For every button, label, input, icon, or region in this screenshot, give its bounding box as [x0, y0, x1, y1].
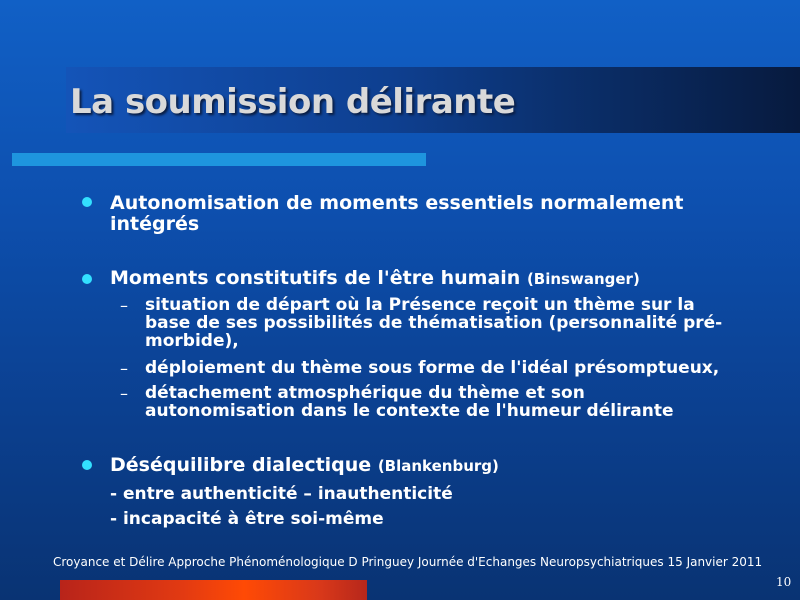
bullet-3-line-b: - incapacité à être soi-même — [110, 509, 384, 529]
bullet-2 — [110, 268, 640, 290]
bottom-accent-bar — [60, 580, 367, 600]
subitem-3-line-2: autonomisation dans le contexte de l'humeur délirante — [145, 401, 674, 421]
sub-dash: – — [120, 384, 128, 403]
slide-title: La soumission délirante — [70, 82, 516, 122]
subitem-1 — [145, 296, 722, 350]
subitem-3 — [145, 384, 674, 420]
subitem-2-line-1: déploiement du thème sous forme de l'idéal présomptueux, — [145, 358, 720, 378]
bullet-dot-icon — [82, 197, 92, 207]
subitem-1-line-1: situation de départ où la Présence reçoit un thème sur la — [145, 295, 695, 315]
bullet-dot-icon — [82, 274, 92, 284]
sub-dash: – — [120, 296, 128, 315]
bullet-dot-icon — [82, 460, 92, 470]
bullet-3-aside: (Blankenburg) — [377, 457, 499, 475]
subitem-1-line-2: base de ses possibilités de thématisation (personnalité pré- — [145, 313, 723, 333]
bullet-2-aside: (Binswanger) — [526, 270, 640, 288]
bullet-1-line-2: intégrés — [110, 213, 200, 235]
bullet-1 — [110, 193, 683, 235]
bullet-3 — [110, 455, 499, 477]
subitem-2 — [145, 359, 719, 377]
subitem-3-line-1: détachement atmosphérique du thème et son — [145, 383, 585, 403]
sub-dash: – — [120, 359, 128, 378]
bullet-3-text: Déséquilibre dialectique — [110, 454, 372, 476]
page-number: 10 — [776, 575, 792, 589]
bullet-2-text: Moments constitutifs de l'être humain — [110, 267, 521, 289]
slide-footer: Croyance et Délire Approche Phénoménologique D Pringuey Journée d'Echanges Neuropsychiatriques 15 Janvier 2011 — [53, 555, 763, 569]
bullet-3-line-a: - entre authenticité – inauthenticité — [110, 484, 453, 504]
bullet-1-line-1: Autonomisation de moments essentiels normalement — [110, 192, 684, 214]
subitem-1-line-3: morbide), — [145, 331, 239, 351]
